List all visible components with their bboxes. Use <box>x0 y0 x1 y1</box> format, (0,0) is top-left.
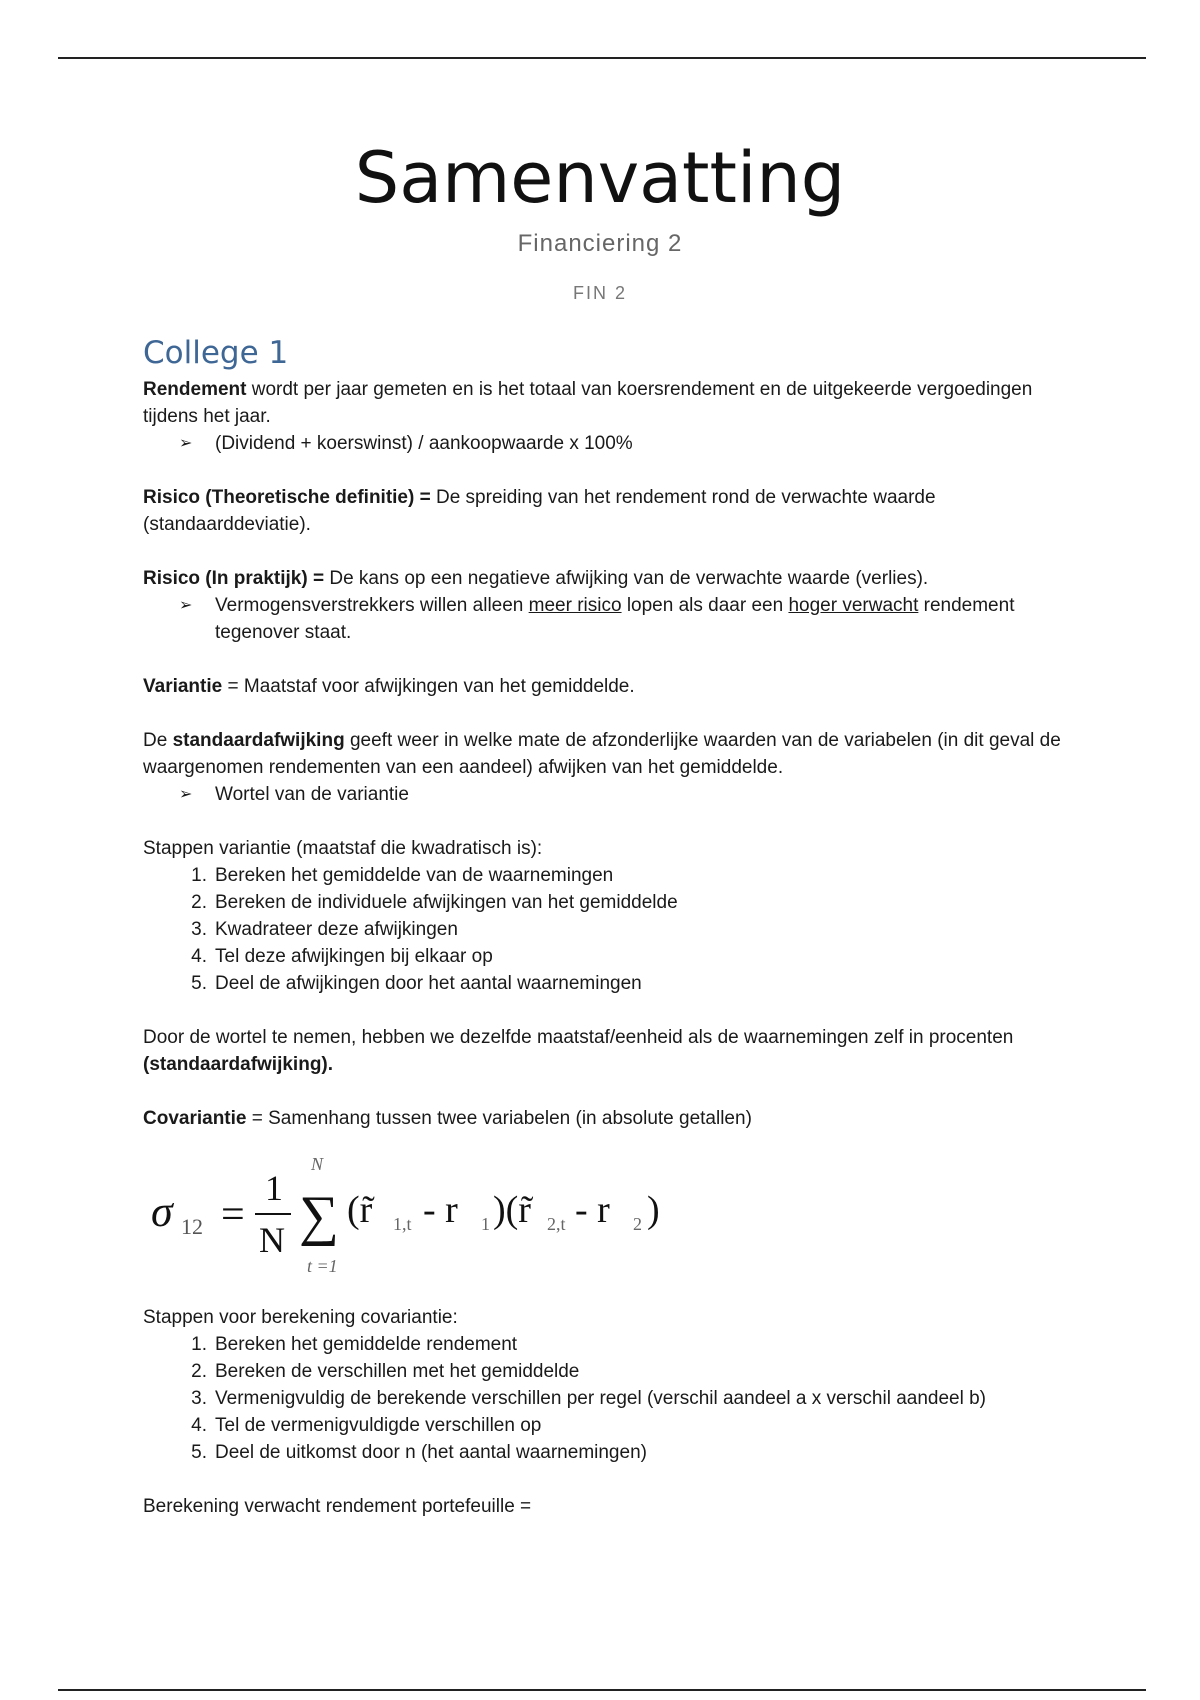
rendement-text: wordt per jaar gemeten en is het totaal van koersrendement en de uitgekeerde vergoedingen tijdens het jaar. <box>143 379 1033 427</box>
formula-term2-sub: 2,t <box>547 1214 566 1234</box>
arrowhead-bullet-icon: ➢ <box>179 435 193 452</box>
sum-top: N <box>311 1154 324 1174</box>
stappen-covariantie-list <box>143 1331 1083 1466</box>
step-text: Deel de afwijkingen door het aantal waarnemingen <box>215 973 642 994</box>
sum-bottom: t =1 <box>307 1256 338 1276</box>
risico-praktijk-text: De kans op een negatieve afwijking van de verwachte waarde (verlies). <box>324 568 929 589</box>
stappen-variantie-list <box>143 862 1083 997</box>
bullet-list-rendement <box>143 430 1083 457</box>
course-code: FIN 2 <box>572 283 627 303</box>
bottom-rule <box>58 1689 1146 1691</box>
formula-term1-sub: 1,t <box>393 1214 412 1234</box>
stappen-covariantie-intro: Stappen voor berekening covariantie: <box>143 1307 458 1328</box>
top-rule <box>58 57 1146 59</box>
list-item: 4. Tel de vermenigvuldigde verschillen op <box>191 1415 542 1436</box>
list-item <box>179 592 1083 646</box>
section-heading: College 1 <box>143 335 289 371</box>
term-risico-praktijk: Risico (In praktijk) = <box>143 568 325 589</box>
bullet-text: lopen als daar een <box>621 595 789 616</box>
bullet-list-standaardafwijking <box>143 781 1083 808</box>
formula-close1: )(r̃ <box>493 1189 531 1231</box>
formula-minus2: - r <box>575 1189 610 1231</box>
term-variantie: Variantie <box>143 676 223 697</box>
step-text: Bereken de verschillen met het gemiddelde <box>215 1361 580 1382</box>
bullet-text: Wortel van de variantie <box>215 784 409 805</box>
underlined-text: meer risico <box>528 595 622 616</box>
term-risico-theorie: Risico (Theoretische definitie) = <box>143 487 431 508</box>
prefix-text: De <box>143 730 173 751</box>
list-item: 3. Vermenigvuldig de berekende verschillen per regel (verschil aandeel a x verschil aandeel b) <box>191 1388 986 1409</box>
list-item: 1. Bereken het gemiddelde van de waarnemingen <box>191 865 614 886</box>
list-item: 3. Kwadrateer deze afwijkingen <box>191 919 458 940</box>
formula-numerator: 1 <box>265 1168 283 1208</box>
document-title: Samenvatting <box>354 137 846 219</box>
paragraph-variantie <box>143 673 1083 700</box>
step-text: Deel de uitkomst door n (het aantal waarnemingen) <box>215 1442 647 1463</box>
bullet-text: Vermogensverstrekkers willen alleen <box>215 595 529 616</box>
document-body <box>143 330 1083 1520</box>
bullet-text: (Dividend + koerswinst) / aankoopwaarde x 100% <box>215 433 633 454</box>
list-item: 2. Bereken de individuele afwijkingen van het gemiddelde <box>191 892 678 913</box>
step-text: Tel deze afwijkingen bij elkaar op <box>215 946 493 967</box>
formula-eq: = <box>221 1192 245 1238</box>
list-item: 5. Deel de uitkomst door n (het aantal waarnemingen) <box>191 1442 647 1463</box>
sum-sign: ∑ <box>299 1185 339 1247</box>
step-text: Vermenigvuldig de berekende verschillen per regel (verschil aandeel a x verschil aandeel b) <box>215 1388 986 1409</box>
covariance-formula-image <box>151 1148 671 1288</box>
underlined-text: hoger verwacht <box>788 595 919 616</box>
paragraph-standaardafwijking <box>143 727 1083 781</box>
formula-minus1: - r <box>423 1189 458 1231</box>
paragraph-risico-praktijk <box>143 565 1083 592</box>
formula-lhs-sub: 12 <box>181 1214 203 1239</box>
list-item: 4. Tel deze afwijkingen bij elkaar op <box>191 946 493 967</box>
list-item: 5. Deel de afwijkingen door het aantal waarnemingen <box>191 973 642 994</box>
paragraph-wortel <box>143 1024 1083 1078</box>
formula-lhs: σ <box>151 1187 173 1236</box>
covariantie-text: = Samenhang tussen twee variabelen (in absolute getallen) <box>246 1108 752 1129</box>
step-text: Bereken het gemiddelde rendement <box>215 1334 518 1355</box>
paragraph-portefeuille: Berekening verwacht rendement portefeuille = <box>143 1496 532 1517</box>
step-text: Bereken het gemiddelde van de waarnemingen <box>215 865 614 886</box>
variantie-text: = Maatstaf voor afwijkingen van het gemiddelde. <box>222 676 635 697</box>
term-standaardafwijking: standaardafwijking <box>172 730 345 751</box>
list-item: 2. Bereken de verschillen met het gemiddelde <box>191 1361 580 1382</box>
paragraph-risico-theorie <box>143 484 1083 538</box>
bullet-text: rendement tegenover staat. <box>215 595 1015 643</box>
step-text: Tel de vermenigvuldigde verschillen op <box>215 1415 542 1436</box>
formula-term1: (r̃ <box>347 1189 373 1231</box>
covariance-formula <box>143 1148 1083 1298</box>
step-text: Bereken de individuele afwijkingen van het gemiddelde <box>215 892 678 913</box>
formula-denominator: N <box>259 1220 285 1260</box>
risico-theorie-text: De spreiding van het rendement rond de verwachte waarde (standaarddeviatie). <box>143 487 936 535</box>
stappen-variantie-intro: Stappen variantie (maatstaf die kwadratisch is): <box>143 838 543 859</box>
arrowhead-bullet-icon: ➢ <box>179 786 193 803</box>
formula-r2-sub: 2 <box>633 1214 642 1234</box>
formula-r1-sub: 1 <box>481 1214 490 1234</box>
term-covariantie: Covariantie <box>143 1108 247 1129</box>
document-subtitle: Financiering 2 <box>517 230 683 257</box>
list-item <box>179 430 1083 457</box>
paragraph-rendement <box>143 376 1083 430</box>
arrowhead-bullet-icon: ➢ <box>179 597 193 614</box>
formula-close2: ) <box>647 1189 660 1231</box>
list-item: 1. Bereken het gemiddelde rendement <box>191 1334 518 1355</box>
wortel-bold: (standaardafwijking). <box>143 1054 334 1075</box>
bullet-list-risico <box>143 592 1083 646</box>
step-text: Kwadrateer deze afwijkingen <box>215 919 458 940</box>
wortel-text: Door de wortel te nemen, hebben we dezelfde maatstaf/eenheid als de waarnemingen zelf in procenten <box>143 1027 1014 1048</box>
list-item <box>179 781 1083 808</box>
term-rendement: Rendement <box>143 379 247 400</box>
standaardafwijking-text: geeft weer in welke mate de afzonderlijke waarden van de variabelen (in dit geval de waargenomen rendementen van een aandeel) afwijken van het gemiddelde. <box>143 730 1061 778</box>
paragraph-covariantie <box>143 1105 1083 1132</box>
